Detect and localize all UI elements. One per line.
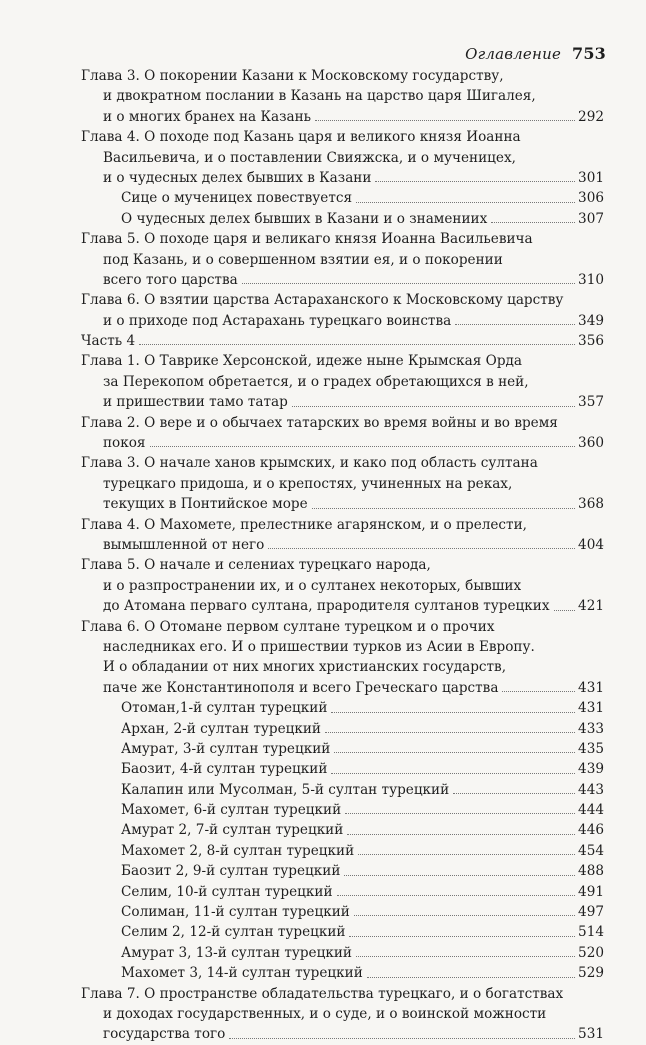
toc-line-text: текущих в Понтийское море [103,496,308,513]
toc-entry [81,719,604,739]
toc-line-text: О чудесных делех бывших в Казани и о знамениих [121,210,488,227]
toc-line-text: Селим 2, 12-й султан турецкий [121,924,346,941]
toc-line-text: и пришествии тамо татар [103,394,288,411]
toc-line-text: Солиман, 11-й султан турецкий [121,904,350,921]
dot-leader [229,1024,575,1038]
dot-leader [292,392,575,406]
toc-page-number: 360 [578,435,604,452]
toc-entry [81,698,604,718]
dot-leader [491,209,575,223]
toc-line [81,433,604,453]
toc-entry [81,413,604,454]
toc-page-number: 488 [578,863,604,880]
toc-line [81,372,604,392]
toc-line-text: и двократном послании в Казань на царство царя Шигалея, [103,88,536,105]
toc-page-number: 443 [578,781,604,798]
toc-page-number: 421 [578,598,604,615]
toc-line-text: Амурат 3, 13-й султан турецкий [121,944,352,961]
toc-line-text: паче же Константинополя и всего Греческаго царства [103,679,499,696]
toc-line-text: Васильевича, и о поставлении Свияжска, и о мученицех, [103,149,516,166]
toc-line-text: Отоман,1-й султан турецкий [121,700,328,717]
toc-line-text: и о многих бранех на Казань [103,108,312,125]
dot-leader [455,311,575,325]
toc-entry [81,555,604,616]
toc-line-text: Сице о мученицех повествуется [121,190,353,207]
toc-line [81,1004,604,1024]
dot-leader [367,963,575,977]
toc-entry [81,800,604,820]
dot-leader [358,841,575,855]
dot-leader [347,820,575,834]
toc-line-text: и о приходе под Астарахань турецкаго воинства [103,312,452,329]
toc-page-number: 446 [578,822,604,839]
toc-line-text: Амурат, 3-й султан турецкий [121,740,331,757]
toc-line [81,617,604,637]
toc-line-text: Глава 6. О взятии царства Астараханского к Московскому царству [81,292,564,309]
toc-part-entry [81,331,604,351]
dot-leader [502,678,575,692]
dot-leader [344,861,575,875]
toc-line-text: Глава 3. О покорении Казани к Московскому государству, [81,68,504,84]
toc-page-number: 491 [578,883,604,900]
toc-page-number: 349 [578,312,604,329]
toc-entry [81,841,604,861]
toc-entry [81,127,604,188]
toc-line [81,719,604,739]
toc-line-text: Архан, 2-й султан турецкий [121,720,321,737]
toc-line-text: покоя [103,435,146,452]
toc-line [81,148,604,168]
toc-page-number: 310 [578,271,604,288]
dot-leader [453,780,575,794]
toc-line [81,127,604,147]
toc-line [81,107,604,127]
toc-line [81,351,604,371]
toc-page-number: 301 [578,169,604,186]
toc-page-number: 529 [578,965,604,982]
toc-line-text: Глава 1. О Таврике Херсонской, идеже ныне Крымская Орда [81,353,523,370]
toc-line-text: Глава 4. О Махомете, прелестнике агарянском, и о прелести, [81,516,527,533]
toc-line [81,311,604,331]
toc-line-text: И о обладании от них многих христианских государств, [103,659,507,676]
toc-line-text: Глава 7. О пространстве обладательства турецкаго, и о богатствах [81,985,564,1002]
toc-line-text: Махомет, 6-й султан турецкий [121,802,342,819]
toc-line [81,820,604,840]
toc-page-number: 514 [578,924,604,941]
toc-page-number: 531 [578,1026,604,1043]
toc-entry [81,66,604,127]
toc-line-text: Глава 4. О походе под Казань царя и великого князя Иоанна [81,129,521,146]
toc-line [81,576,604,596]
toc-page-number: 444 [578,802,604,819]
toc-line [81,270,604,290]
toc-entry [81,820,604,840]
toc-entry [81,759,604,779]
dot-leader [375,168,575,182]
toc-line [81,657,604,677]
toc-line-text: до Атомана перваго султана, прародителя султанов турецких [103,598,550,615]
toc-line [81,494,604,514]
toc-line [81,331,604,351]
toc-line [81,188,604,208]
toc-line [81,922,604,942]
toc-page-number: 454 [578,842,604,859]
toc-line-text: турецкаго придоша, и о крепостях, учиненных на реках, [103,475,513,492]
toc-line [81,86,604,106]
toc-line [81,739,604,759]
toc-entry [81,902,604,922]
dot-leader [356,188,575,202]
dot-leader [315,107,575,121]
toc-line [81,943,604,963]
dot-leader [150,433,576,447]
toc-entry [81,229,604,290]
toc-line-text: Глава 6. О Отомане первом султане турецком и о прочих [81,618,495,635]
toc-line-text: Калапин или Мусолман, 5-й султан турецкий [121,781,450,798]
toc-entry [81,453,604,514]
toc-line [81,555,604,575]
toc-page-number: 292 [578,108,604,125]
dot-leader [331,698,575,712]
toc-entry [81,963,604,983]
toc-page-number: 520 [578,944,604,961]
toc-entry [81,861,604,881]
toc-line-text: Махомет 2, 8-й султан турецкий [121,842,355,859]
toc-page-number: 431 [578,700,604,717]
toc-page-number: 439 [578,761,604,778]
toc-line [81,290,604,310]
toc-entry [81,943,604,963]
toc-line [81,392,604,412]
toc-line [81,413,604,433]
toc-line-text: Амурат 2, 7-й султан турецкий [121,822,344,839]
toc-entry [81,984,604,1045]
toc-line-text: Глава 5. О начале и селениах турецкаго народа, [81,557,431,574]
toc-line-text: и доходах государственных, и о суде, и о воинской можности [103,1005,547,1022]
toc-line-text: и о разпространении их, и о султанех некоторых, бывших [103,577,522,594]
dot-leader [349,922,575,936]
toc-page-number: 306 [578,190,604,207]
toc-line [81,780,604,800]
toc-entry [81,739,604,759]
toc-entry [81,290,604,331]
toc-line [81,515,604,535]
running-header [465,44,606,63]
toc-line-text: Глава 2. О вере и о обычаех татарских во время войны и во время [81,414,558,431]
toc-page-number: 497 [578,904,604,921]
toc-line [81,678,604,698]
toc-line-text: Глава 3. О начале ханов крымских, и како под область султана [81,455,538,472]
toc-page-number: 404 [578,536,604,553]
toc-line-text: Баозит 2, 9-й султан турецкий [121,863,341,880]
dot-leader [325,719,575,733]
dot-leader [331,759,575,773]
toc-line [81,698,604,718]
toc-line-text: за Перекопом обретается, и о градех обретающихся в ней, [103,373,529,390]
toc-line [81,882,604,902]
dot-leader [312,494,575,508]
toc-line-text: наследниках его. И о пришествии турков из Асии в Европу. [103,638,535,655]
dot-leader [139,331,575,345]
dot-leader [354,902,575,916]
dot-leader [356,943,575,957]
toc-line [81,535,604,555]
dot-leader [268,535,575,549]
toc-line [81,963,604,983]
section-title: Оглавление [465,45,562,63]
toc-entry [81,188,604,208]
toc-line [81,453,604,473]
toc-line [81,759,604,779]
dot-leader [554,596,576,610]
toc-entry [81,351,604,412]
toc-page-number: 357 [578,394,604,411]
toc-line [81,474,604,494]
dot-leader [337,882,576,896]
toc-entry [81,515,604,556]
toc-page-number: 431 [578,679,604,696]
toc-line [81,168,604,188]
toc-entry [81,209,604,229]
toc-entry [81,780,604,800]
toc-line-text: Баозит, 4-й султан турецкий [121,761,328,778]
toc-line-text: под Казань, и о совершенном взятии ея, и о покорении [103,251,503,268]
toc-page-number: 356 [578,333,604,350]
dot-leader [242,270,575,284]
toc-line [81,209,604,229]
toc-line [81,1024,604,1044]
toc-entry [81,617,604,699]
toc-line [81,250,604,270]
toc-line [81,596,604,616]
toc-page-number: 307 [578,210,604,227]
toc-line [81,861,604,881]
toc-line-text: Часть 4 [81,333,136,350]
toc-line [81,637,604,657]
toc-page-number: 368 [578,496,604,513]
toc-line [81,66,604,86]
toc-entry [81,882,604,902]
toc-page-number: 435 [578,740,604,757]
toc-line-text: и о чудесных делех бывших в Казани [103,169,372,186]
toc-line [81,984,604,1004]
page-number: 753 [572,44,606,63]
dot-leader [345,800,575,814]
toc-line [81,800,604,820]
toc-line-text: государства того [103,1026,226,1043]
toc-line-text: всего того царства [103,271,238,288]
table-of-contents [81,66,604,1045]
dot-leader [334,739,575,753]
toc-line-text: вымышленной от него [103,536,265,553]
toc-line-text: Махомет 3, 14-й султан турецкий [121,965,363,982]
toc-line [81,841,604,861]
toc-line [81,902,604,922]
toc-line-text: Селим, 10-й султан турецкий [121,883,333,900]
toc-page-number: 433 [578,720,604,737]
toc-line-text: Глава 5. О походе царя и великаго князя Иоанна Васильевича [81,231,533,248]
toc-line [81,229,604,249]
toc-entry [81,922,604,942]
